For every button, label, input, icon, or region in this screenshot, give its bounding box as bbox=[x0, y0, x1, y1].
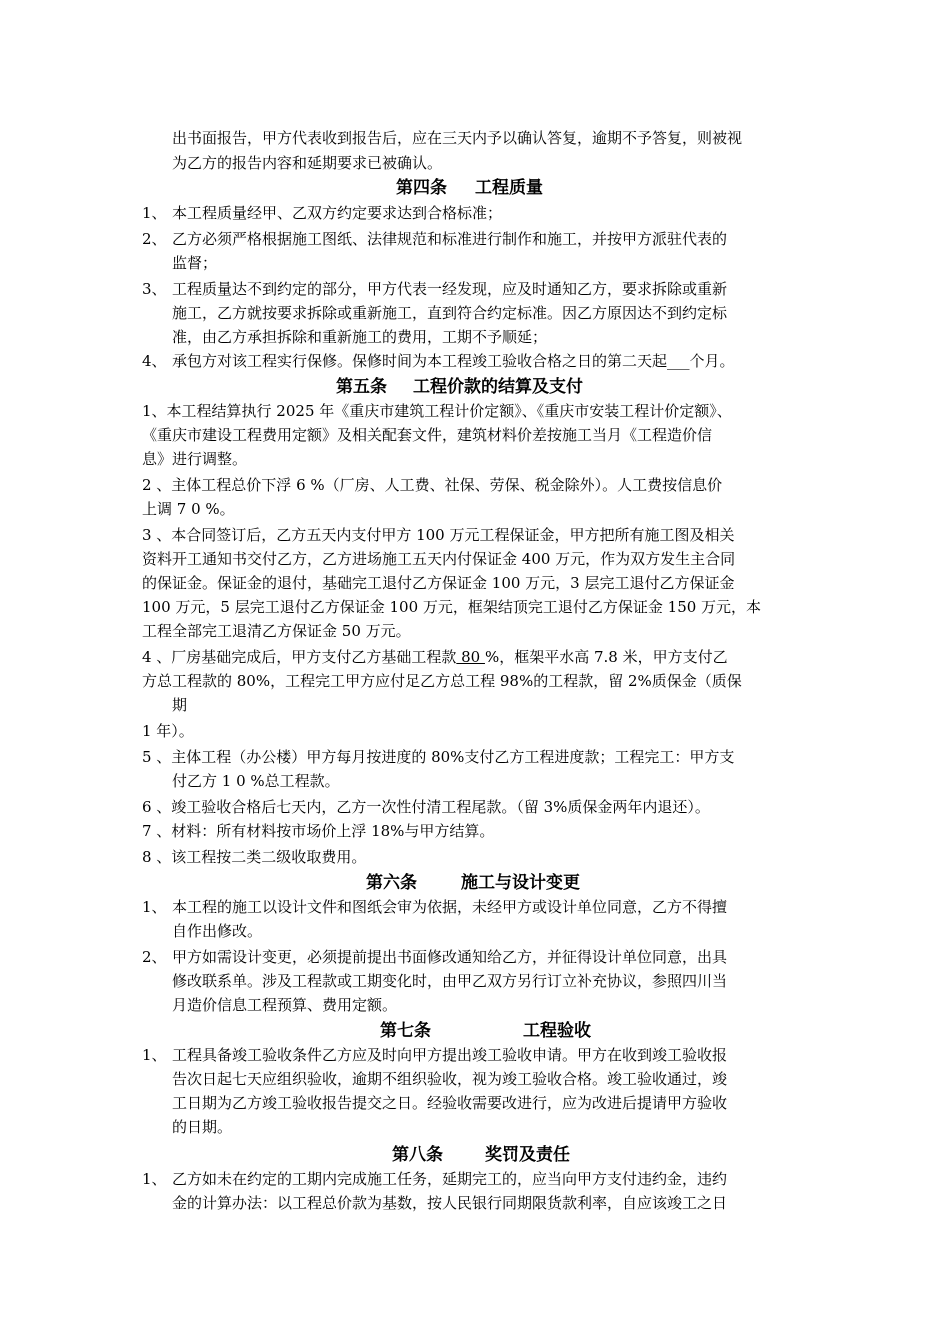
section-5-title: 工程价款的结算及支付 bbox=[413, 377, 583, 397]
s4-item-4-suffix: 个月。 bbox=[689, 352, 735, 370]
s7-item-1-line-3: 工日期为乙方竣工验收报告提交之日。经验收需要改进行，应为改进后提请甲方验收 bbox=[172, 1094, 728, 1112]
s5-line-12: 方总工程款的 80%，工程完工甲方应付足乙方总工程 98%的工程款，留 2%质保金（质保 bbox=[142, 672, 742, 690]
s5-line-3: 息》进行调整。 bbox=[142, 450, 248, 468]
s6-item-2-line-1: 甲方如需设计变更，必须提前提出书面修改通知给乙方，并征得设计单位同意，出具 bbox=[172, 948, 728, 966]
section-6-heading bbox=[366, 871, 580, 895]
s5-line-17: 6 、竣工验收合格后七天内，乙方一次性付清工程尾款。（留 3%质保金两年内退还）。 bbox=[142, 798, 710, 816]
intro-line-2: 为乙方的报告内容和延期要求已被确认。 bbox=[172, 154, 443, 172]
s7-item-1-line-4: 的日期。 bbox=[172, 1118, 233, 1136]
s4-item-3-num: 3、 bbox=[142, 280, 167, 298]
s5-line-5: 上调 7 0 %。 bbox=[142, 500, 235, 518]
section-7-heading bbox=[380, 1019, 591, 1043]
s5-line-4: 2 、主体工程总价下浮 6 %（厂房、人工费、社保、劳保、税金除外）。人工费按信息价 bbox=[142, 476, 723, 494]
s6-item-2-num: 2、 bbox=[142, 948, 167, 966]
s5-line-13: 期 bbox=[172, 696, 188, 714]
section-7-number: 第七条 bbox=[380, 1021, 431, 1041]
s7-item-1-num: 1、 bbox=[142, 1046, 167, 1064]
section-8-number: 第八条 bbox=[392, 1145, 443, 1165]
intro-line-1: 出书面报告，甲方代表收到报告后，应在三天内予以确认答复，逾期不予答复，则被视 bbox=[172, 129, 743, 147]
s4-item-3-line-1: 工程质量达不到约定的部分，甲方代表一经发现，应及时通知乙方，要求拆除或重新 bbox=[172, 280, 728, 298]
s5-line-18: 7 、材料：所有材料按市场价上浮 18%与甲方结算。 bbox=[142, 822, 495, 840]
s4-item-2-num: 2、 bbox=[142, 230, 167, 248]
section-6-number: 第六条 bbox=[366, 873, 417, 893]
s4-item-4-blank: ___ bbox=[667, 352, 690, 370]
s6-item-2-line-2: 修改联系单。涉及工程款或工期变化时，由甲乙双方另行订立补充协议，参照四川当 bbox=[172, 972, 728, 990]
s6-item-1-line-1: 本工程的施工以设计文件和图纸会审为依据，未经甲方或设计单位同意，乙方不得擅 bbox=[172, 898, 728, 916]
s8-item-1-num: 1、 bbox=[142, 1170, 167, 1188]
s5-line-1: 1、本工程结算执行 2025 年《重庆市建筑工程计价定额》、《重庆市安装工程计价定额》、 bbox=[142, 402, 732, 420]
s6-item-2-line-3: 月造价信息工程预算、费用定额。 bbox=[172, 996, 398, 1014]
s5-line-19: 8 、该工程按二类二级收取费用。 bbox=[142, 848, 367, 866]
section-4-title: 工程质量 bbox=[475, 178, 543, 198]
s5-item-4-text: 4 、厂房基础完成后，甲方支付乙方基础工程款 bbox=[142, 648, 457, 666]
s8-item-1-line-1: 乙方如未在约定的工期内完成施工任务，延期完工的，应当向甲方支付违约金，违约 bbox=[172, 1170, 728, 1188]
section-4-number: 第四条 bbox=[396, 178, 447, 198]
s5-line-7: 资料开工通知书交付乙方，乙方进场施工五天内付保证金 400 万元，作为双方发生主合同 bbox=[142, 550, 736, 568]
s4-item-1-line-1: 本工程质量经甲、乙双方约定要求达到合格标准； bbox=[172, 204, 503, 222]
s5-line-14: 1 年）。 bbox=[142, 722, 194, 740]
s4-item-2-line-1: 乙方必须严格根据施工图纸、法律规范和标准进行制作和施工，并按甲方派驻代表的 bbox=[172, 230, 728, 248]
s6-item-1-line-2: 自作出修改。 bbox=[172, 922, 263, 940]
s7-item-1-line-2: 告次日起七天应组织验收，逾期不组织验收，视为竣工验收合格。竣工验收通过，竣 bbox=[172, 1070, 728, 1088]
s5-item-4-text-cont: %，框架平水高 7.8 米，甲方支付乙 bbox=[484, 648, 728, 666]
s4-item-3-line-3: 准，由乙方承担拆除和重新施工的费用，工期不予顺延； bbox=[172, 328, 548, 346]
s4-item-2-line-2: 监督； bbox=[172, 254, 218, 272]
section-8-title: 奖罚及责任 bbox=[485, 1145, 570, 1165]
s5-line-2: 《重庆市建设工程费用定额》及相关配套文件，建筑材料价差按施工当月《工程造价信 bbox=[142, 426, 713, 444]
s6-item-1-num: 1、 bbox=[142, 898, 167, 916]
s5-line-11 bbox=[142, 646, 728, 668]
section-8-heading bbox=[392, 1143, 570, 1167]
s4-item-4-line bbox=[172, 350, 735, 372]
s5-item-4-percent: 80 bbox=[456, 648, 485, 666]
s5-line-10: 工程全部完工退清乙方保证金 50 万元。 bbox=[142, 622, 411, 640]
section-7-title: 工程验收 bbox=[523, 1021, 591, 1041]
section-6-title: 施工与设计变更 bbox=[461, 873, 580, 893]
s4-item-4-text: 承包方对该工程实行保修。保修时间为本工程竣工验收合格之日的第二天起 bbox=[172, 352, 668, 370]
s7-item-1-line-1: 工程具备竣工验收条件乙方应及时向甲方提出竣工验收申请。甲方在收到竣工验收报 bbox=[172, 1046, 728, 1064]
section-5-number: 第五条 bbox=[336, 377, 387, 397]
s5-line-8: 的保证金。保证金的退付，基础完工退付乙方保证金 100 万元，3 层完工退付乙方保证金 bbox=[142, 574, 735, 592]
s5-line-6: 3 、本合同签订后，乙方五天内支付甲方 100 万元工程保证金，甲方把所有施工图及相关 bbox=[142, 526, 735, 544]
s8-item-1-line-2: 金的计算办法：以工程总价款为基数，按人民银行同期限货款利率，自应该竣工之日 bbox=[172, 1194, 728, 1212]
s5-line-9: 100 万元，5 层完工退付乙方保证金 100 万元，框架结顶完工退付乙方保证金 150 万元，本 bbox=[142, 598, 762, 616]
s4-item-3-line-2: 施工，乙方就按要求拆除或重新施工，直到符合约定标准。因乙方原因达不到约定标 bbox=[172, 304, 728, 322]
s4-item-4-num: 4、 bbox=[142, 352, 167, 370]
s5-line-16: 付乙方 1 0 %总工程款。 bbox=[172, 772, 340, 790]
s5-line-15: 5 、主体工程（办公楼）甲方每月按进度的 80%支付乙方工程进度款；工程完工：甲方支 bbox=[142, 748, 735, 766]
section-5-heading bbox=[336, 375, 583, 399]
section-4-heading bbox=[396, 176, 543, 200]
s4-item-1-num: 1、 bbox=[142, 204, 167, 222]
